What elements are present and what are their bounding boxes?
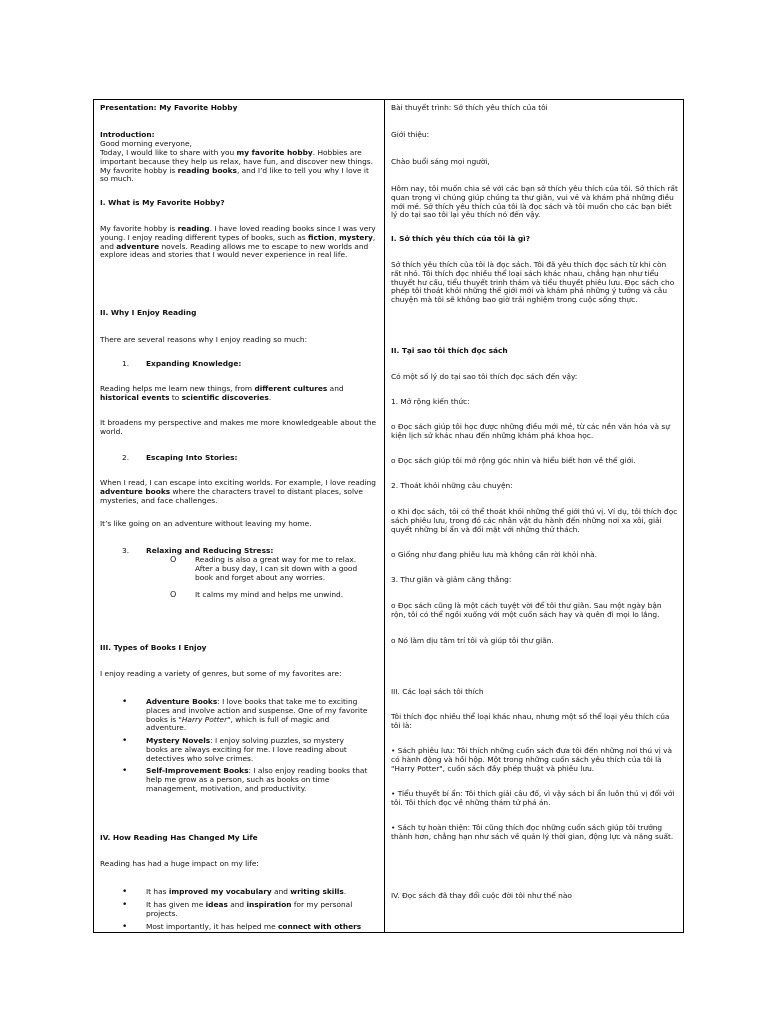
intro-greeting: Good morning everyone, bbox=[100, 139, 192, 148]
item-3-title: Relaxing and Reducing Stress: bbox=[146, 546, 274, 555]
item-3-bullet-1: Reading is also a great way for me to relax. After a busy day, I can sit down with a good book and forget about any worries. bbox=[195, 555, 358, 582]
vi-item-3-paragraph-1: o Đọc sách cũng là một cách tuyệt vời để tôi thư giãn. Sau một ngày bận rộn, tôi có thể ngồi xuống với một cuốn sách hay và quên đi mọi lo lắng. bbox=[391, 601, 662, 619]
vi-section-3-bullet-3: • Sách tự hoàn thiện: Tôi cũng thích đọc những cuốn sách giúp tôi trưởng thành hơn, chẳng hạn như sách về quản lý thời gian, động lực và năng suất. bbox=[391, 823, 674, 841]
item-1-number: 1. bbox=[122, 359, 130, 368]
vi-item-2: 2. Thoát khỏi những câu chuyện: bbox=[391, 481, 513, 490]
section-1-paragraph: My favorite hobby is reading. I have loved reading books since I was very young. I enjoy reading different types of books, such as fiction, mystery, and adventure novels. Reading allows me to escape to new worlds and explore ideas and stories that I would never experience in real life. bbox=[100, 224, 376, 260]
section-3-heading: III. Types of Books I Enjoy bbox=[100, 643, 207, 652]
circle-bullet-icon: O bbox=[170, 555, 177, 564]
item-1-paragraph-2: It broadens my perspective and makes me more knowledgeable about the world. bbox=[100, 418, 377, 436]
vi-section-3-bullet-2: • Tiểu thuyết bí ẩn: Tôi thích giải câu đố, vì vậy sách bí ẩn luôn thú vị đối với tôi. Tôi thích đọc về những thám tử phá án. bbox=[391, 789, 675, 807]
vi-item-2-paragraph-1: o Khi đọc sách, tôi có thể thoát khỏi những thế giới thú vị. Ví dụ, tôi thích đọc sách phiêu lưu, trong đó các nhân vật du hành đến những nơi xa xôi, giải quyết những bí ẩn và đối mặt với những thử thách. bbox=[391, 507, 678, 534]
vi-item-3-paragraph-2: o Nó làm dịu tâm trí tôi và giúp tôi thư giãn. bbox=[391, 636, 554, 645]
bullet-icon: • bbox=[122, 736, 128, 746]
vi-section-2-heading: II. Tại sao tôi thích đọc sách bbox=[391, 346, 508, 355]
bullet-icon: • bbox=[122, 922, 128, 932]
bullet-icon: • bbox=[122, 900, 128, 910]
section-4-heading: IV. How Reading Has Changed My Life bbox=[100, 833, 258, 842]
section-1-heading: I. What is My Favorite Hobby? bbox=[100, 198, 225, 207]
vi-item-1-paragraph-1: o Đọc sách giúp tôi học được những điều mới mẻ, từ các nền văn hóa và sự kiện lịch sử khác nhau đến những khám phá khoa học. bbox=[391, 422, 670, 440]
vi-section-4-heading: IV. Đọc sách đã thay đổi cuộc đời tôi như thế nào bbox=[391, 891, 572, 900]
section-3-bullet-1: Adventure Books: I love books that take me to exciting places and involve action and suspense. One of my favorite books is "Harry Potter", which is full of magic and adventure. bbox=[146, 697, 368, 733]
vi-intro-paragraph: Hôm nay, tôi muốn chia sẻ với các bạn sở thích yêu thích của tôi. Sở thích rất quan trọng vì chúng giúp chúng ta thư giãn, vui vẻ và khám phá những điều mới mẻ. Sở thích yêu thích của tôi là đọc sách và tôi muốn cho các bạn biết lý do tại sao tôi lại yêu thích nó đến vậy. bbox=[391, 184, 678, 220]
section-2-heading: II. Why I Enjoy Reading bbox=[100, 308, 197, 317]
vi-item-3: 3. Thư giãn và giảm căng thẳng: bbox=[391, 575, 512, 584]
item-2-title: Escaping Into Stories: bbox=[146, 453, 238, 462]
item-2-paragraph-1: When I read, I can escape into exciting worlds. For example, I love reading adventure books where the characters travel to distant places, solve mysteries, and face challenges. bbox=[100, 478, 376, 505]
vi-section-1-heading: I. Sở thích yêu thích của tôi là gì? bbox=[391, 234, 530, 243]
section-3-bullet-2: Mystery Novels: I enjoy solving puzzles, so mystery books are always exciting for me. I love reading about detectives who solve crimes. bbox=[146, 736, 347, 763]
vi-item-1-paragraph-2: o Đọc sách giúp tôi mở rộng góc nhìn và hiểu biết hơn về thế giới. bbox=[391, 456, 636, 465]
column-divider bbox=[384, 100, 385, 932]
document-title: Presentation: My Favorite Hobby bbox=[100, 103, 238, 112]
item-2-number: 2. bbox=[122, 453, 130, 462]
vi-greeting: Chào buổi sáng mọi người, bbox=[391, 157, 490, 166]
vi-document-title: Bài thuyết trình: Sở thích yêu thích của tôi bbox=[391, 103, 548, 112]
item-3-number: 3. bbox=[122, 546, 130, 555]
item-1-paragraph-1: Reading helps me learn new things, from different cultures and historical events to scientific discoveries. bbox=[100, 384, 344, 402]
item-1-title: Expanding Knowledge: bbox=[146, 359, 242, 368]
section-3-intro: I enjoy reading a variety of genres, but some of my favorites are: bbox=[100, 669, 342, 678]
section-4-bullet-2: It has given me ideas and inspiration for my personal projects. bbox=[146, 900, 353, 918]
vi-section-3-intro: Tôi thích đọc nhiều thể loại khác nhau, nhưng một số thể loại yêu thích của tôi là: bbox=[391, 712, 670, 730]
bullet-icon: • bbox=[122, 697, 128, 707]
bullet-icon: • bbox=[122, 887, 128, 897]
item-3-bullet-2: It calms my mind and helps me unwind. bbox=[195, 590, 344, 599]
section-3-bullet-3: Self-Improvement Books: I also enjoy reading books that help me grow as a person, such as books on time management, motivation, and productivity. bbox=[146, 766, 368, 793]
vi-section-3-heading: III. Các loại sách tôi thích bbox=[391, 687, 484, 696]
intro-paragraph: Today, I would like to share with you my favorite hobby. Hobbies are important because they help us relax, have fun, and discover new things. My favorite hobby is reading books, and I’d like to tell you why I love it so much. bbox=[100, 148, 373, 184]
vi-item-1: 1. Mở rộng kiến thức: bbox=[391, 397, 470, 406]
circle-bullet-icon: O bbox=[170, 590, 177, 599]
vi-intro-heading: Giới thiệu: bbox=[391, 130, 430, 139]
bilingual-document-table bbox=[93, 99, 684, 933]
vi-item-2-paragraph-2: o Giống như đang phiêu lưu mà không cần rời khỏi nhà. bbox=[391, 550, 598, 559]
vi-section-1-paragraph: Sở thích yêu thích của tôi là đọc sách. Tôi đã yêu thích đọc sách từ khi còn rất nhỏ. Tôi thích đọc nhiều thể loại sách khác nhau, chẳng hạn như tiểu thuyết hư cấu, tiểu thuyết trinh thám và tiểu thuyết phiêu lưu. Đọc sách cho phép tôi thoát khỏi những thế giới mới và khám phá những ý tưởng và câu chuyện mà tôi sẽ không bao giờ trải nghiệm trong cuộc sống thực. bbox=[391, 260, 675, 305]
section-2-intro: There are several reasons why I enjoy reading so much: bbox=[100, 335, 308, 344]
bullet-icon: • bbox=[122, 766, 128, 776]
section-4-intro: Reading has had a huge impact on my life: bbox=[100, 859, 259, 868]
vi-section-2-intro: Có một số lý do tại sao tôi thích đọc sách đến vậy: bbox=[391, 372, 578, 381]
vi-section-3-bullet-1: • Sách phiêu lưu: Tôi thích những cuốn sách đưa tôi đến những nơi thú vị và có hành động và hồi hộp. Một trong những cuốn sách yêu thích của tôi là "Harry Potter", cuốn sách đầy phép thuật và phiêu lưu. bbox=[391, 746, 673, 773]
intro-heading: Introduction: bbox=[100, 130, 155, 139]
section-4-bullet-3: Most importantly, it has helped me connect with others bbox=[146, 922, 362, 931]
item-2-paragraph-2: It’s like going on an adventure without leaving my home. bbox=[100, 519, 312, 528]
section-4-bullet-1: It has improved my vocabulary and writing skills. bbox=[146, 887, 347, 896]
